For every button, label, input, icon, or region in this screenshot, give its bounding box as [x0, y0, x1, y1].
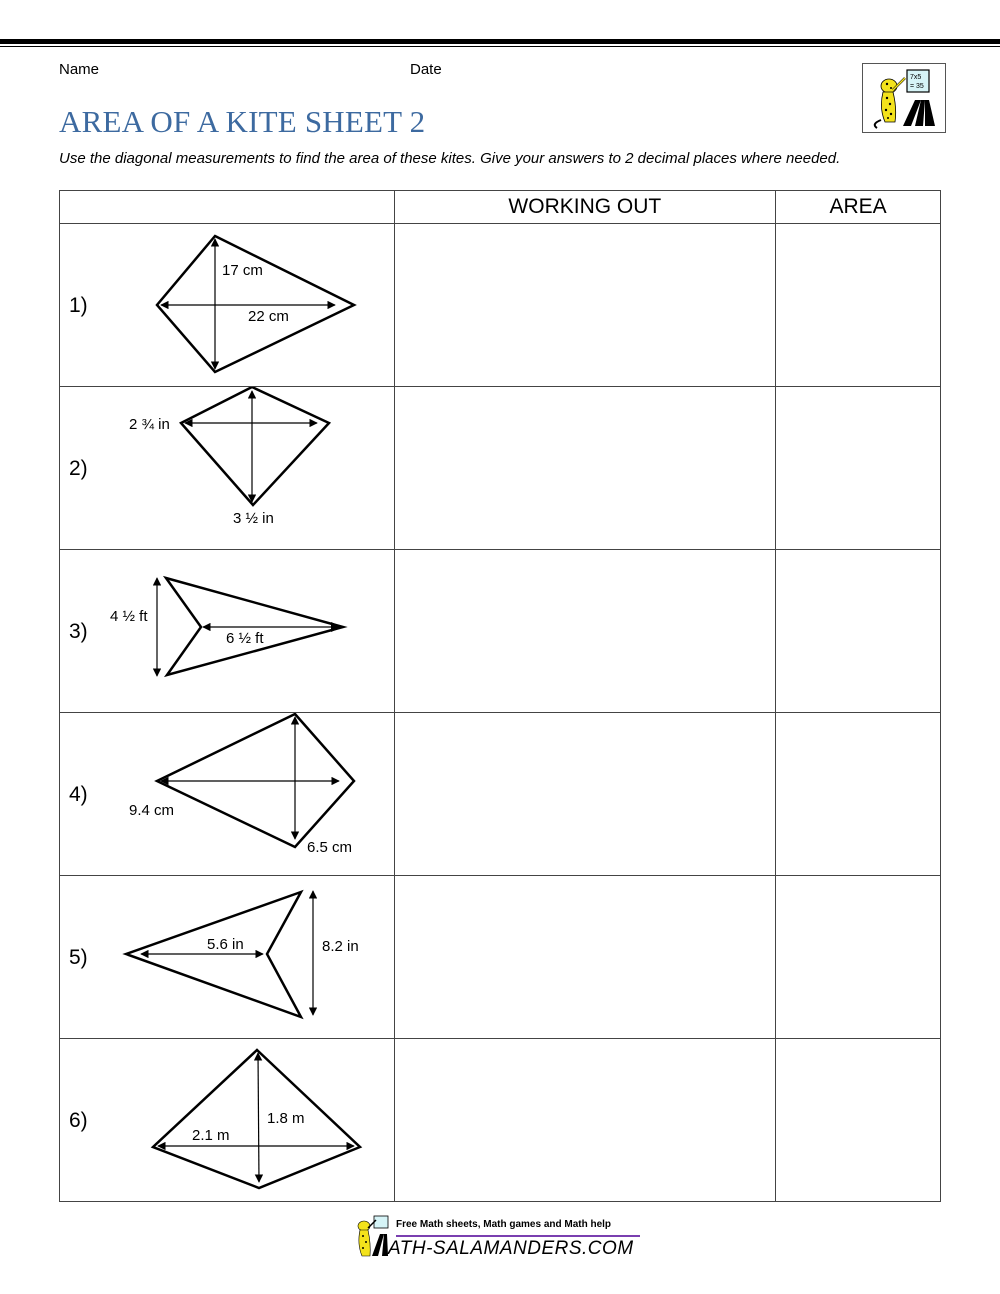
area-answer-cell-6[interactable] — [776, 1039, 941, 1202]
question-cell-6 — [60, 1039, 395, 1202]
svg-text:= 35: = 35 — [910, 83, 924, 90]
table-row — [60, 876, 941, 1039]
table-header-row — [60, 191, 941, 224]
svg-text:2 ¾ in: 2 ¾ in — [129, 416, 170, 433]
question-number: 6) — [69, 1109, 88, 1132]
question-cell-5 — [60, 876, 395, 1039]
area-answer-cell-1[interactable] — [776, 224, 941, 387]
svg-text:7x5: 7x5 — [910, 74, 922, 81]
footer-rule — [396, 1235, 640, 1237]
question-number: 4) — [69, 783, 88, 806]
svg-text:8.2 in: 8.2 in — [322, 938, 359, 955]
column-header-area: AREA — [776, 191, 941, 224]
question-number: 5) — [69, 946, 88, 969]
svg-text:22 cm: 22 cm — [248, 308, 289, 325]
svg-text:17 cm: 17 cm — [222, 262, 263, 279]
working-out-cell-3[interactable] — [394, 550, 776, 713]
kite-diagram-6 — [60, 1039, 394, 1201]
working-out-cell-1[interactable] — [394, 224, 776, 387]
svg-text:2.1 m: 2.1 m — [192, 1127, 230, 1144]
working-out-cell-5[interactable] — [394, 876, 776, 1039]
working-out-cell-4[interactable] — [394, 713, 776, 876]
table-row — [60, 1039, 941, 1202]
question-cell-4 — [60, 713, 395, 876]
area-answer-cell-5[interactable] — [776, 876, 941, 1039]
footer-site-name[interactable]: ATH-SALAMANDERS.COM — [388, 1238, 634, 1259]
kite-diagram-4 — [60, 713, 394, 875]
table-row — [60, 387, 941, 550]
svg-text:6 ½ ft: 6 ½ ft — [226, 630, 264, 647]
svg-text:4 ½ ft: 4 ½ ft — [110, 608, 148, 625]
question-number: 2) — [69, 457, 88, 480]
table-row — [60, 550, 941, 713]
column-header-working-out: WORKING OUT — [394, 191, 776, 224]
question-cell-1 — [60, 224, 395, 387]
date-label: Date — [410, 61, 442, 78]
question-cell-3 — [60, 550, 395, 713]
question-number: 3) — [69, 620, 88, 643]
kite-diagram-5 — [60, 876, 394, 1038]
svg-text:3 ½ in: 3 ½ in — [233, 510, 274, 527]
top-rule-thick — [0, 39, 1000, 44]
kite-diagram-1 — [60, 224, 394, 386]
salamander-logo — [862, 63, 946, 133]
svg-text:6.5 cm: 6.5 cm — [307, 839, 353, 856]
kite-diagram-2 — [60, 387, 394, 549]
question-cell-2 — [60, 387, 395, 550]
worksheet-table — [59, 190, 941, 1202]
svg-text:1.8 m: 1.8 m — [267, 1110, 305, 1127]
area-answer-cell-3[interactable] — [776, 550, 941, 713]
top-rule-thin — [0, 46, 1000, 47]
area-answer-cell-2[interactable] — [776, 387, 941, 550]
area-answer-cell-4[interactable] — [776, 713, 941, 876]
svg-text:5.6 in: 5.6 in — [207, 936, 244, 953]
svg-text:9.4 cm: 9.4 cm — [129, 802, 175, 819]
name-label: Name — [59, 61, 100, 78]
kite-diagram-3 — [60, 550, 394, 712]
working-out-cell-6[interactable] — [394, 1039, 776, 1202]
question-number: 1) — [69, 294, 88, 317]
table-row — [60, 713, 941, 876]
footer-branding — [350, 1212, 650, 1267]
table-row — [60, 224, 941, 387]
footer-tagline: Free Math sheets, Math games and Math help — [396, 1219, 612, 1230]
column-header-question — [60, 191, 395, 224]
instructions: Use the diagonal measurements to find the area of these kites. Give your answers to 2 decimal places where needed. — [59, 150, 841, 167]
page-title: AREA OF A KITE SHEET 2 — [59, 104, 426, 139]
salamander-teacher-icon — [863, 64, 945, 132]
working-out-cell-2[interactable] — [394, 387, 776, 550]
